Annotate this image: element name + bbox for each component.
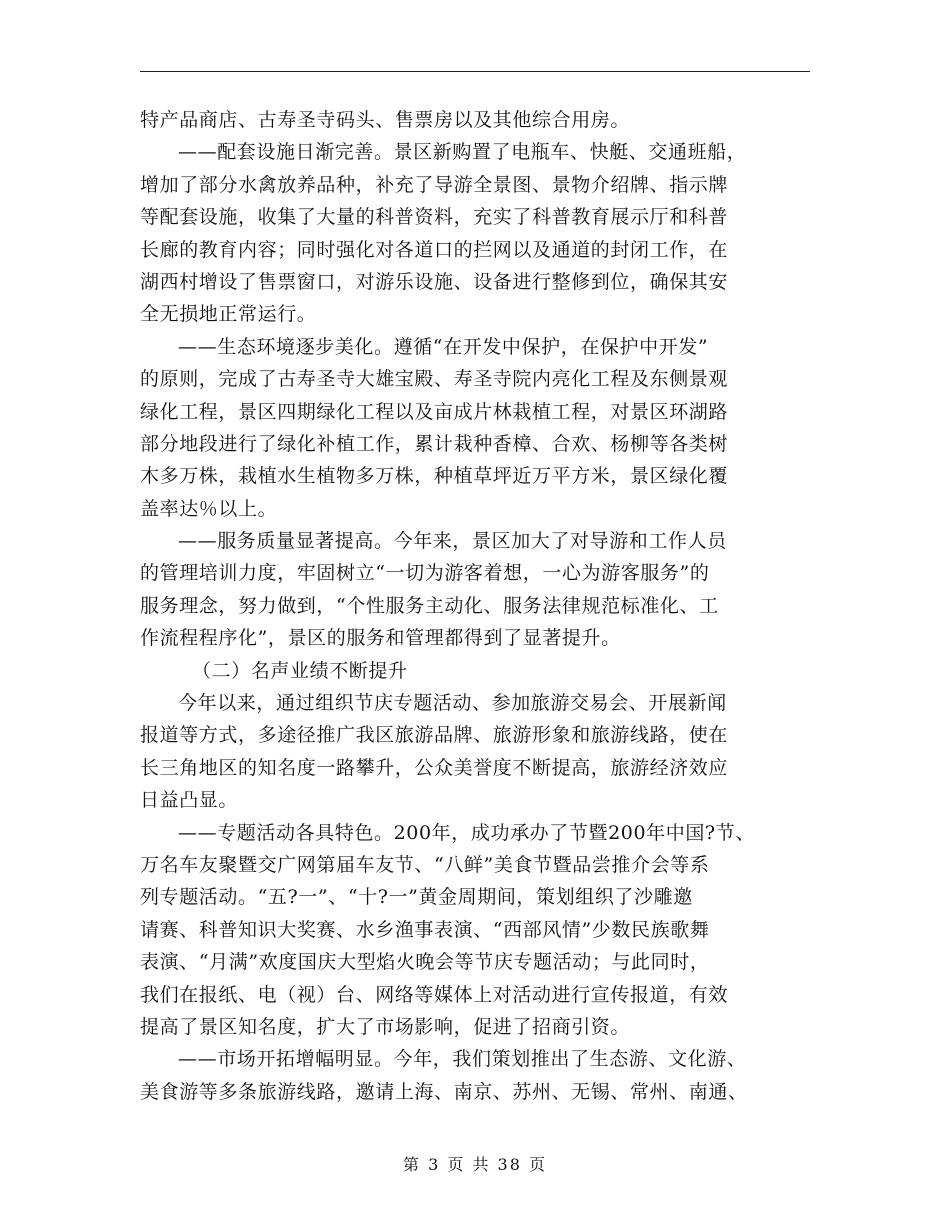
text-line: 的原则，完成了古寿圣寺大雄宝殿、寿圣寺院内亮化工程及东侧景观 [140,368,729,391]
page-number: 第 3 页 共 38 页 [403,1155,547,1174]
text-line: 美食游等多条旅游线路，邀请上海、南京、苏州、无锡、常州、南通、 [140,1080,748,1103]
text-line: 长三角地区的知名度一路攀升，公众美誉度不断提高，旅游经济效应 [140,756,729,779]
section-heading: （二）名声业绩不断提升 [192,659,408,682]
text-line: 盖率达％以上。 [140,497,278,520]
text-line: 部分地段进行了绿化补植工作，累计栽种香樟、合欢、杨柳等各类树 [140,432,729,455]
text-line: 绿化工程，景区四期绿化工程以及亩成片林栽植工程，对景区环湖路 [140,400,729,423]
text-line: 表演、“月满”欢度国庆大型焰火晚会等节庆专题活动；与此同时， [140,951,710,974]
text-line: 报道等方式，多途径推广我区旅游品牌、旅游形象和旅游线路，使在 [140,724,729,747]
text-line: 服务理念，努力做到，“个性服务主动化、服务法律规范标准化、工 [140,594,719,617]
text-line: ——生态环境逐步美化。遵循“在开发中保护，在保护中开发” [178,335,709,358]
text-line: 万名车友聚暨交广网第届车友节、“八鲜”美食节暨品尝推介会等系 [140,853,710,876]
text-line: ——市场开拓增幅明显。今年，我们策划推出了生态游、文化游、 [178,1048,747,1071]
text-line: 的管理培训力度，牢固树立“一切为游客着想，一心为游客服务”的 [140,562,710,585]
text-line: 增加了部分水禽放养品种，补充了导游全景图、景物介绍牌、指示牌 [140,173,729,196]
text-line: 提高了景区知名度，扩大了市场影响，促进了招商引资。 [140,1015,631,1038]
text-line: ——专题活动各具特色。200年，成功承办了节暨200年中国?节、 [178,821,755,844]
text-line: 木多万株，栽植水生植物多万株，种植草坪近万平方米，景区绿化覆 [140,465,729,488]
text-line: 我们在报纸、电（视）台、网络等媒体上对活动进行宣传报道，有效 [140,983,729,1006]
text-line: 列专题活动。“五?一”、“十?一”黄金周期间，策划组织了沙雕邀 [140,886,693,909]
header-rule [140,71,810,72]
text-line: 全无损地正常运行。 [140,303,317,326]
text-line: 等配套设施，收集了大量的科普资料，充实了科普教育展示厅和科普 [140,206,729,229]
text-line: 请赛、科普知识大奖赛、水乡渔事表演、“西部风情”少数民族歌舞 [140,918,710,941]
text-line: 作流程程序化”，景区的服务和管理都得到了显著提升。 [140,627,621,650]
text-line: 日益凸显。 [140,789,239,812]
text-line: 湖西村增设了售票窗口，对游乐设施、设备进行整修到位，确保其安 [140,270,729,293]
text-line: 长廊的教育内容；同时强化对各道口的拦网以及通道的封闭工作，在 [140,238,729,261]
text-line: 特产品商店、古寿圣寺码头、售票房以及其他综合用房。 [140,109,631,131]
text-line: ——服务质量显著提高。今年来，景区加大了对导游和工作人员 [178,530,727,553]
document-body [140,104,810,1108]
text-line: ——配套设施日渐完善。景区新购置了电瓶车、快艇、交通班船， [178,141,747,164]
text-line: 今年以来，通过组织节庆专题活动、参加旅游交易会、开展新闻 [178,692,727,715]
